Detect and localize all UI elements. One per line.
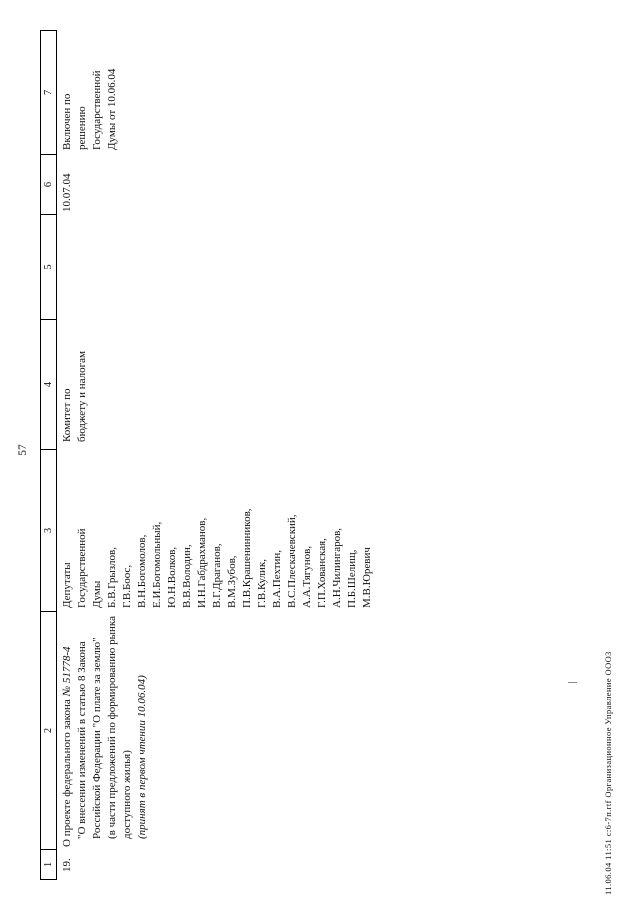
committee-line: Комитет по [61, 388, 73, 442]
initiator-line: П.Б.Шелищ, [346, 549, 358, 608]
initiator-line: Ю.Н.Волков, [166, 546, 178, 608]
initiator-line: Б.В.Грызлов, [106, 547, 118, 608]
bill-title-line: доступного жилья) [121, 750, 133, 839]
header-cell-5: 5 [41, 214, 56, 319]
initiator-line: И.Н.Габдрахманов, [196, 517, 208, 608]
remark-line: Государственной [91, 70, 103, 150]
initiator-line: Депутаты [61, 562, 73, 608]
header-cell-4: 4 [41, 319, 56, 449]
initiator-line: Г.В.Кулик, [256, 559, 268, 608]
header-cell-3: 3 [41, 449, 56, 611]
bill-number: № 51778-4 [61, 646, 73, 697]
consideration-date: 10.07.04 [61, 173, 73, 212]
header-cell-7: 7 [43, 89, 54, 96]
responsible-committee [60, 351, 90, 442]
bill-title-line [60, 615, 75, 847]
remark-line: решению [76, 106, 88, 150]
initiator-line: А.Н.Чилингаров, [331, 527, 343, 608]
bill-title-lead: О проекте федерального закона [61, 699, 73, 847]
bill-title-line: (в части предложений по формированию рынка [106, 616, 118, 839]
header-cell-2: 2 [41, 611, 56, 849]
header-cell-6: 6 [41, 154, 56, 214]
bill-title-line: "О внесении изменений в статью 8 Закона [76, 641, 88, 839]
initiator-line: В.С.Плескачевский, [286, 514, 298, 608]
initiator-line: Государственной [76, 528, 88, 608]
initiator-line: В.М.Зубов, [226, 555, 238, 608]
remark-line: Думы от 10.06.04 [106, 68, 118, 150]
bill-title [60, 615, 150, 847]
initiator-line: Г.В.Боос, [121, 564, 133, 608]
bill-initiators [60, 508, 375, 608]
initiator-line: В.Г.Драганов, [211, 543, 223, 608]
initiator-line: В.А.Пехтин, [271, 549, 283, 608]
scan-mark [568, 682, 577, 683]
remark-line: Включен по [61, 93, 73, 150]
initiator-line: В.В.Володин, [181, 544, 193, 608]
bill-reading-note: (принят в первом чтении 10.06.04) [136, 675, 148, 839]
header-cell-1: 1 [41, 849, 56, 879]
initiator-line: Е.И.Богомольный, [151, 521, 163, 608]
row-number: 19. [61, 858, 73, 872]
initiator-line: П.В.Крашенинников, [241, 508, 253, 608]
remark [60, 69, 120, 150]
initiator-line: Думы [91, 580, 103, 608]
initiator-line: Г.П.Хованская, [316, 538, 328, 608]
committee-line: бюджету и налогам [76, 351, 88, 442]
page-number: 57 [17, 444, 29, 456]
initiator-line: А.А.Тягунов, [301, 545, 313, 608]
table-header-row [40, 30, 57, 880]
document-footer: 11.06.04 11:51 c:6-7п.rtf Организационное Управление ООО3 [603, 651, 613, 895]
initiator-line: М.В.Юревич [361, 547, 373, 608]
initiator-line: В.Н.Богомолов, [136, 534, 148, 608]
bill-title-line: Российской Федерации "О плате за землю" [91, 637, 103, 839]
